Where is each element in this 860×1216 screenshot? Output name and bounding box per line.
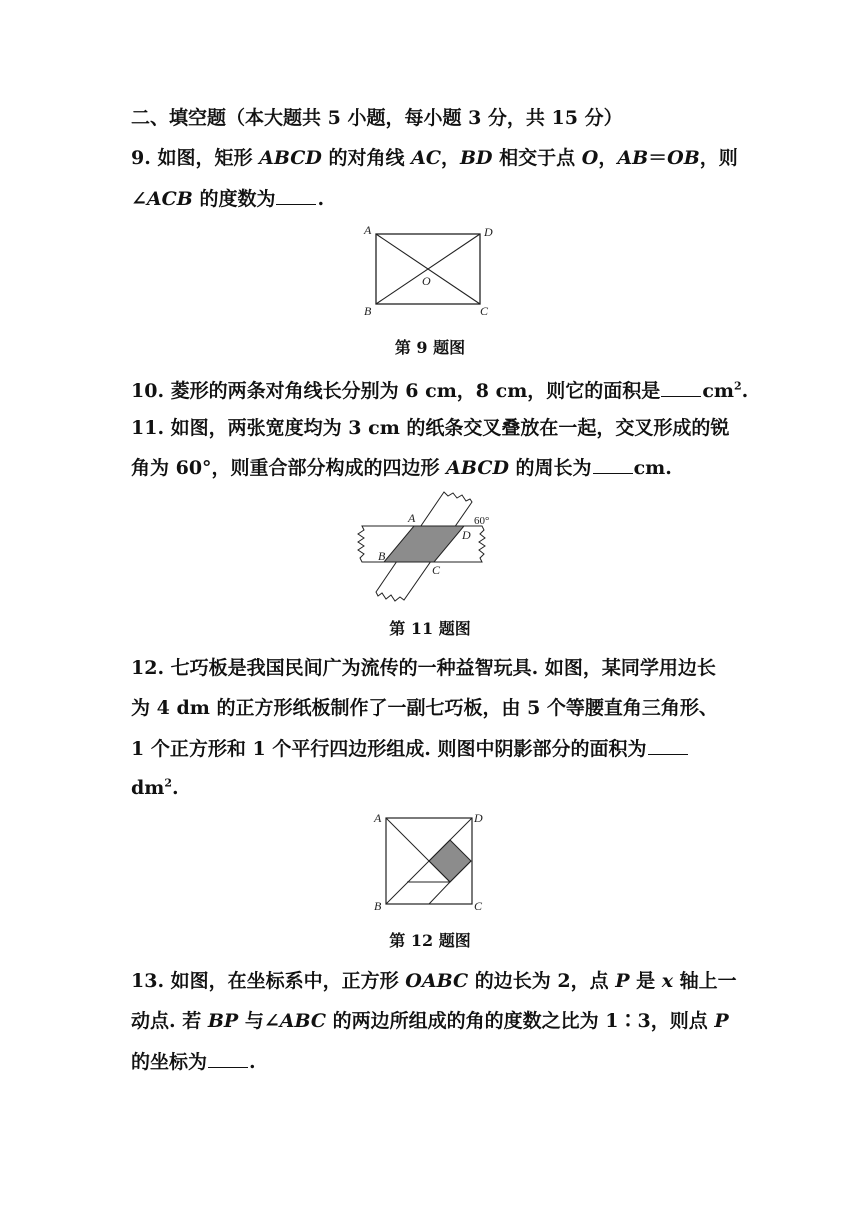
q9-caption: 第 9 题图 (394, 338, 466, 357)
q12-figure (370, 810, 490, 920)
q13-var: P (714, 1010, 729, 1032)
label-c: C (432, 563, 441, 577)
q11-text: 角为 60°，则重合部分构成的四边形 (131, 457, 447, 479)
q11-text: 11. 如图，两张宽度均为 3 cm 的纸条交叉叠放在一起，交叉形成的锐 (131, 417, 730, 439)
q13-text: . (249, 1051, 256, 1073)
q12-line2 (131, 696, 718, 720)
q13-text: 是 (629, 970, 662, 992)
q10-text: . (741, 380, 749, 402)
q12-line4 (131, 776, 179, 800)
q13-var: ABC (279, 1010, 327, 1032)
q12-unit-sup: 2 (164, 776, 173, 790)
q9-text: . (317, 188, 325, 210)
q13-line1 (131, 969, 737, 993)
section-heading-title: 二、填空题 (131, 107, 227, 129)
q9-var: O (581, 147, 599, 169)
q11-text: cm. (633, 457, 672, 479)
q9-var: AB (617, 147, 649, 169)
q9-text: ， (440, 147, 460, 169)
parallelogram-edge-2 (429, 882, 450, 904)
q10-text: 10. 菱形的两条对角线长分别为 6 cm，8 cm，则它的面积是 (131, 380, 661, 402)
q9-text: ， (598, 147, 618, 169)
q10-line (131, 378, 748, 403)
label-c: C (474, 899, 483, 913)
q13-var: x (661, 970, 674, 992)
q9-line1 (131, 146, 738, 170)
answer-blank[interactable] (593, 455, 633, 474)
q12-line1 (131, 656, 716, 680)
q13-text: 与∠ (238, 1010, 280, 1032)
angle-symbol: ∠ (131, 188, 147, 210)
q13-var: P (615, 970, 630, 992)
answer-blank[interactable] (648, 736, 688, 755)
q9-var: ACB (146, 188, 193, 210)
q9-var: ABCD (259, 147, 322, 169)
answer-blank[interactable] (661, 378, 701, 397)
q13-text: 13. 如图，在坐标系中，正方形 (131, 970, 406, 992)
answer-blank[interactable] (208, 1049, 248, 1068)
label-b: B (364, 304, 372, 318)
label-a: A (374, 811, 382, 825)
q13-text: 的两边所组成的角的度数之比为 1∶3，则点 (326, 1010, 715, 1032)
q9-text: 9. 如图，矩形 (131, 147, 260, 169)
q13-text: 的坐标为 (131, 1051, 208, 1073)
q11-line1 (131, 416, 729, 440)
q13-text: 的边长为 2，点 (468, 970, 616, 992)
q9-var: AC (411, 147, 441, 169)
q9-var: BD (459, 147, 493, 169)
q11-caption: 第 11 题图 (389, 619, 471, 638)
q12-line3 (131, 736, 689, 761)
q13-text: 动点. 若 (131, 1010, 208, 1032)
q12-text: 12. 七巧板是我国民间广为流传的一种益智玩具. 如图，某同学用边长 (131, 657, 716, 679)
q10-unit: cm (702, 380, 734, 402)
q13-line3 (131, 1049, 256, 1074)
q9-text: ＝ (648, 147, 668, 169)
q11-figure (352, 490, 502, 605)
q13-var: OABC (405, 970, 469, 992)
q11-text: 的周长为 (508, 457, 592, 479)
label-d: D (474, 811, 483, 825)
section-heading-note: （本大题共 5 小题，每小题 3 分，共 15 分） (226, 107, 623, 129)
label-b: B (378, 549, 386, 563)
answer-blank[interactable] (276, 186, 316, 205)
q9-text: 的度数为 (192, 188, 276, 210)
q13-line2 (131, 1009, 729, 1033)
q10-unit-sup: 2 (734, 379, 742, 393)
q9-line2 (131, 186, 324, 211)
q9-text: 相交于点 (492, 147, 582, 169)
q9-text: ，则 (699, 147, 738, 169)
label-o: O (422, 274, 431, 288)
label-a: A (364, 223, 372, 237)
label-c: C (480, 304, 489, 318)
q11-line2 (131, 455, 672, 480)
label-b: B (374, 899, 382, 913)
label-d: D (484, 225, 493, 239)
label-angle-60: 60° (474, 515, 490, 527)
section-heading (131, 106, 623, 130)
q11-var: ABCD (446, 457, 509, 479)
q12-unit: dm (131, 777, 165, 799)
q9-figure (360, 222, 500, 322)
q12-caption: 第 12 题图 (389, 931, 471, 950)
label-d: D (462, 528, 471, 542)
q12-text: 1 个正方形和 1 个平行四边形组成. 则图中阴影部分的面积为 (131, 738, 647, 760)
q13-text: 轴上一 (673, 970, 737, 992)
q12-text: 为 4 dm 的正方形纸板制作了一副七巧板，由 5 个等腰直角三角形、 (131, 697, 718, 719)
label-a: A (408, 511, 416, 525)
q13-var: BP (207, 1010, 239, 1032)
q9-var: OB (667, 147, 700, 169)
q9-text: 的对角线 (321, 147, 412, 169)
q12-text: . (172, 777, 179, 799)
